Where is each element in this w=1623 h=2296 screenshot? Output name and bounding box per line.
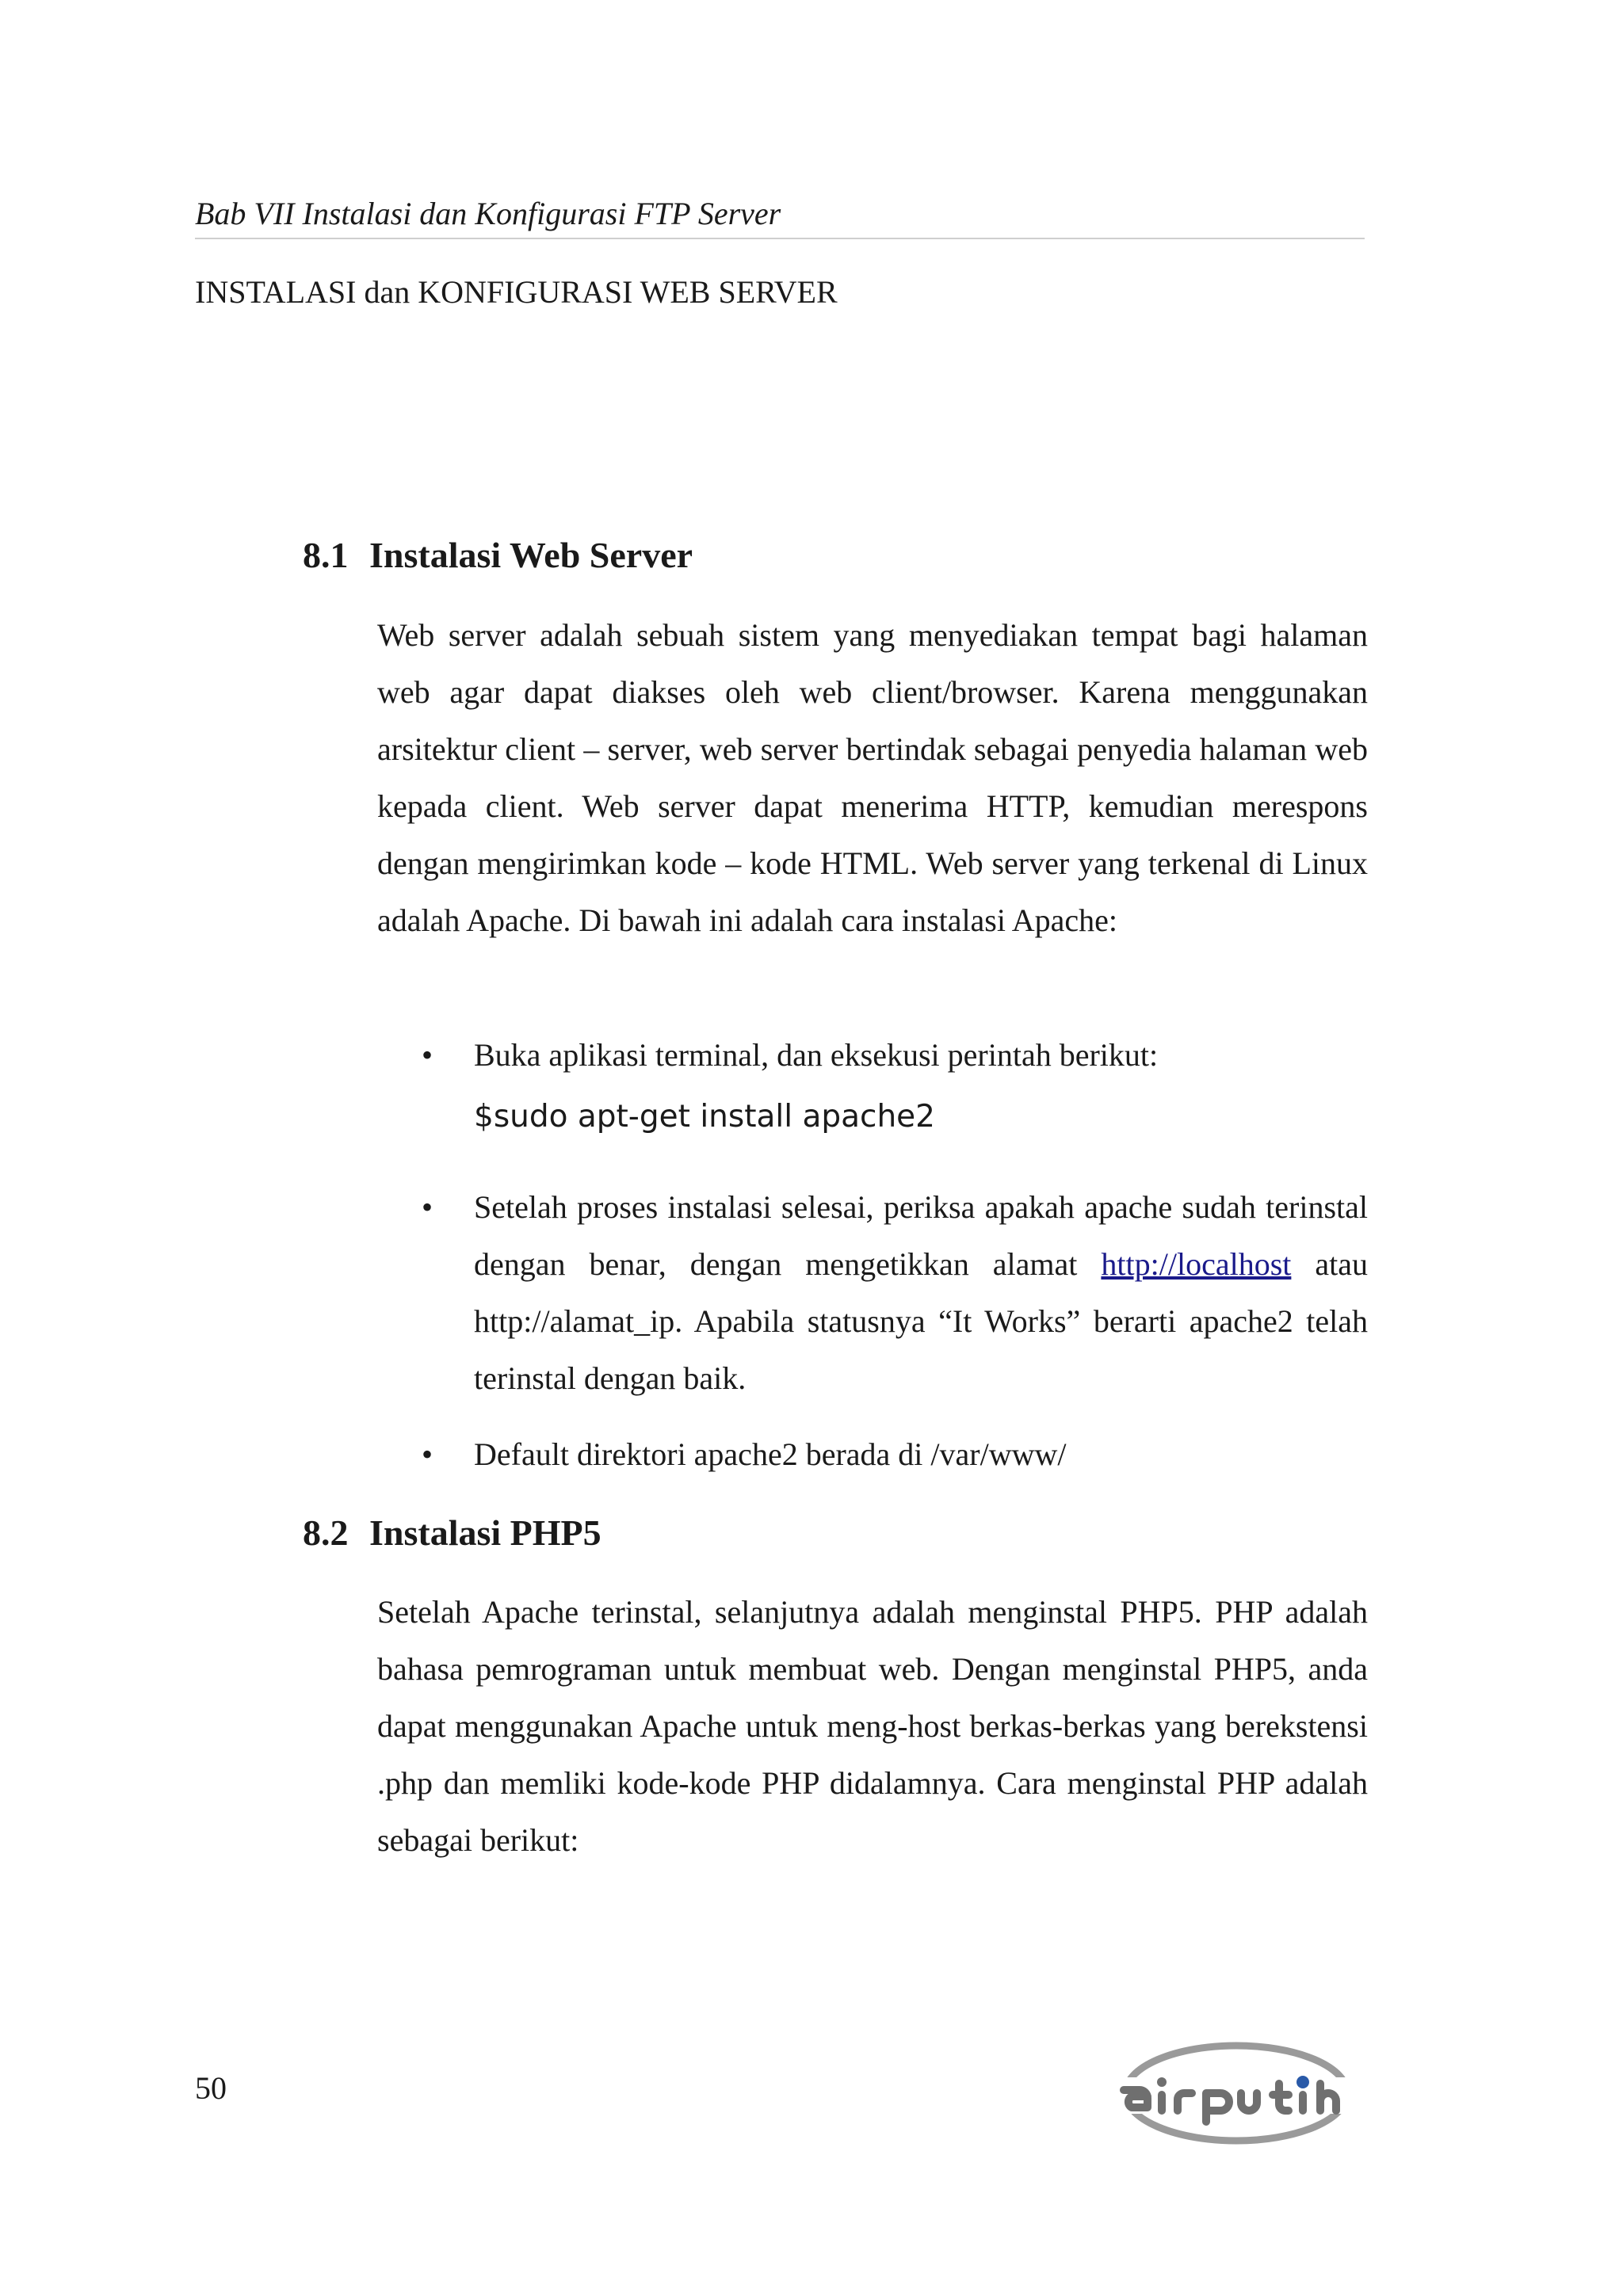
list-item-text-part: Setelah proses instalasi selesai, periksa apakah apache sudah terinstal dengan benar, dengan mengetikkan alamat (474, 1189, 1368, 1282)
section-number: 8.1 (303, 535, 349, 575)
list-item (422, 1179, 1368, 1407)
list-item-text: Buka aplikasi terminal, dan eksekusi perintah berikut: (474, 1037, 1159, 1073)
running-header: Bab VII Instalasi dan Konfigurasi FTP Server (195, 193, 1365, 239)
section-number: 8.2 (303, 1512, 349, 1553)
airputih-logo (1109, 2036, 1371, 2155)
list-item-text (474, 1179, 1368, 1407)
section-heading-8-2 (303, 1510, 601, 1556)
section-title: Instalasi Web Server (369, 535, 693, 575)
localhost-link[interactable]: http://localhost (1101, 1246, 1292, 1282)
document-title: INSTALASI dan KONFIGURASI WEB SERVER (195, 274, 838, 310)
page-number: 50 (195, 2070, 227, 2106)
section-heading-8-1 (303, 532, 693, 578)
list-item (422, 1027, 1368, 1084)
list-item (422, 1426, 1368, 1483)
bullet-icon: • (422, 1436, 433, 1472)
terminal-command: $sudo apt-get install apache2 (474, 1099, 935, 1135)
bullet-icon: • (422, 1189, 433, 1225)
section-paragraph: Setelah Apache terinstal, selanjutnya adalah menginstal PHP5. PHP adalah bahasa pemrograman untuk membuat web. Dengan menginstal PHP5, anda dapat menggunakan Apache untuk meng-host berkas-berkas yang berekstensi .php dan memliki kode-kode PHP didalamnya. Cara menginstal PHP adalah sebagai berikut: (377, 1594, 1368, 1858)
section-title: Instalasi PHP5 (369, 1512, 601, 1553)
list-item-text: Default direktori apache2 berada di /var/www/ (474, 1436, 1067, 1472)
list-item-text-part: atau http://alamat_ip. Apabila statusnya “It Works” berarti apache2 telah terinstal dengan baik. (474, 1246, 1369, 1396)
section-paragraph: Web server adalah sebuah sistem yang menyediakan tempat bagi halaman web agar dapat diakses oleh web client/browser. Karena menggunakan arsitektur client – server, web server bertindak sebagai penyedia halaman web kepada client. Web server dapat menerima HTTP, kemudian merespons dengan mengirimkan kode – kode HTML. Web server yang terkenal di Linux adalah Apache. Di bawah ini adalah cara instalasi Apache: (377, 617, 1368, 938)
bullet-icon: • (422, 1037, 433, 1073)
